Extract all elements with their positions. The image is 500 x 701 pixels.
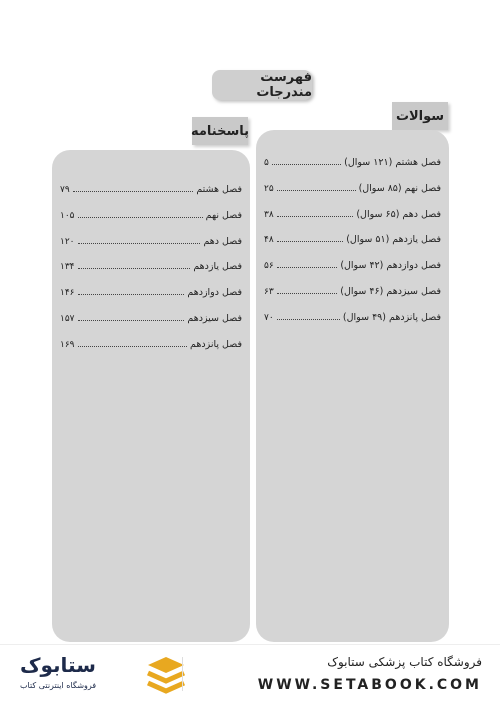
questions-panel xyxy=(256,130,449,642)
answers-list xyxy=(60,183,242,364)
questions-chapter-label: فصل یازدهم (۵۱ سوال) xyxy=(346,234,441,246)
answers-page-number: ۷۹ xyxy=(60,185,70,195)
dot-leader xyxy=(277,259,338,268)
questions-toc-row[interactable] xyxy=(264,285,441,311)
answers-page-number: ۱۰۵ xyxy=(60,210,75,221)
questions-page-number: ۶۳ xyxy=(264,286,274,297)
dot-leader xyxy=(73,183,194,192)
answers-chapter-label: فصل دوازدهم xyxy=(187,287,242,299)
answers-toc-row[interactable] xyxy=(60,235,242,261)
dot-leader xyxy=(78,260,191,269)
questions-chapter-label: فصل دوازدهم (۴۲ سوال) xyxy=(340,260,441,272)
answers-heading: پاسخنامه xyxy=(192,117,248,145)
dot-leader xyxy=(78,235,201,244)
logo-wordmark: ستابوک xyxy=(20,653,96,677)
footer-divider xyxy=(182,657,183,691)
answers-page-number: ۱۴۶ xyxy=(60,288,75,299)
questions-toc-row[interactable] xyxy=(264,156,441,182)
dot-leader xyxy=(277,311,340,320)
answers-toc-row[interactable] xyxy=(60,312,242,338)
answers-chapter-label: فصل نهم xyxy=(205,209,242,221)
store-name: فروشگاه کتاب پزشکی ستابوک xyxy=(327,655,482,669)
questions-chapter-label: فصل پانزدهم (۴۹ سوال) xyxy=(342,311,441,323)
dot-leader xyxy=(78,338,188,347)
questions-toc-row[interactable] xyxy=(264,311,441,337)
answers-toc-row[interactable] xyxy=(60,209,242,235)
questions-page-number: ۲۵ xyxy=(264,183,274,194)
answers-chapter-label: فصل سیزدهم xyxy=(187,312,242,324)
answers-page-number: ۱۵۷ xyxy=(60,313,75,324)
dot-leader xyxy=(78,286,185,295)
questions-chapter-label: فصل سیزدهم (۴۶ سوال) xyxy=(340,285,441,297)
questions-toc-row[interactable] xyxy=(264,182,441,208)
dot-leader xyxy=(277,208,354,217)
dot-leader xyxy=(277,182,356,191)
answers-toc-row[interactable] xyxy=(60,183,242,209)
questions-chapter-label: فصل نهم (۸۵ سوال) xyxy=(358,182,441,194)
answers-page-number: ۱۶۹ xyxy=(60,339,75,350)
dot-leader xyxy=(272,156,341,165)
answers-chapter-label: فصل پانزدهم xyxy=(190,338,242,350)
questions-toc-row[interactable] xyxy=(264,208,441,234)
answers-chapter-label: فصل یازدهم xyxy=(193,261,242,273)
logo-subtext: فروشگاه اینترنتی کتاب xyxy=(20,681,97,690)
questions-chapter-label: فصل هشتم (۱۲۱ سوال) xyxy=(344,157,441,168)
answers-toc-row[interactable] xyxy=(60,338,242,364)
answers-panel xyxy=(52,150,250,642)
questions-heading: سوالات xyxy=(392,102,448,130)
answers-chapter-label: فصل دهم xyxy=(203,235,242,247)
dot-leader xyxy=(277,285,338,294)
footer xyxy=(0,644,500,701)
questions-toc-row[interactable] xyxy=(264,233,441,259)
book-stack-icon xyxy=(146,655,186,695)
questions-page-number: ۵۶ xyxy=(264,261,274,272)
questions-page-number: ۷۰ xyxy=(264,312,274,323)
dot-leader xyxy=(78,312,185,321)
store-url-link[interactable]: WWW.SETABOOK.COM xyxy=(257,677,482,693)
answers-chapter-label: فصل هشتم xyxy=(196,184,242,195)
questions-list xyxy=(264,156,441,337)
store-logo[interactable] xyxy=(14,651,164,695)
questions-chapter-label: فصل دهم (۶۵ سوال) xyxy=(356,208,441,220)
answers-page-number: ۱۲۰ xyxy=(60,236,75,247)
dot-leader xyxy=(78,209,203,218)
questions-toc-row[interactable] xyxy=(264,259,441,285)
questions-page-number: ۳۸ xyxy=(264,209,274,220)
questions-page-number: ۴۸ xyxy=(264,235,274,246)
toc-title: فهرست مندرجات xyxy=(212,70,312,100)
answers-toc-row[interactable] xyxy=(60,260,242,286)
dot-leader xyxy=(277,233,344,242)
questions-page-number: ۵ xyxy=(264,158,269,168)
answers-toc-row[interactable] xyxy=(60,286,242,312)
answers-page-number: ۱۳۴ xyxy=(60,262,75,273)
